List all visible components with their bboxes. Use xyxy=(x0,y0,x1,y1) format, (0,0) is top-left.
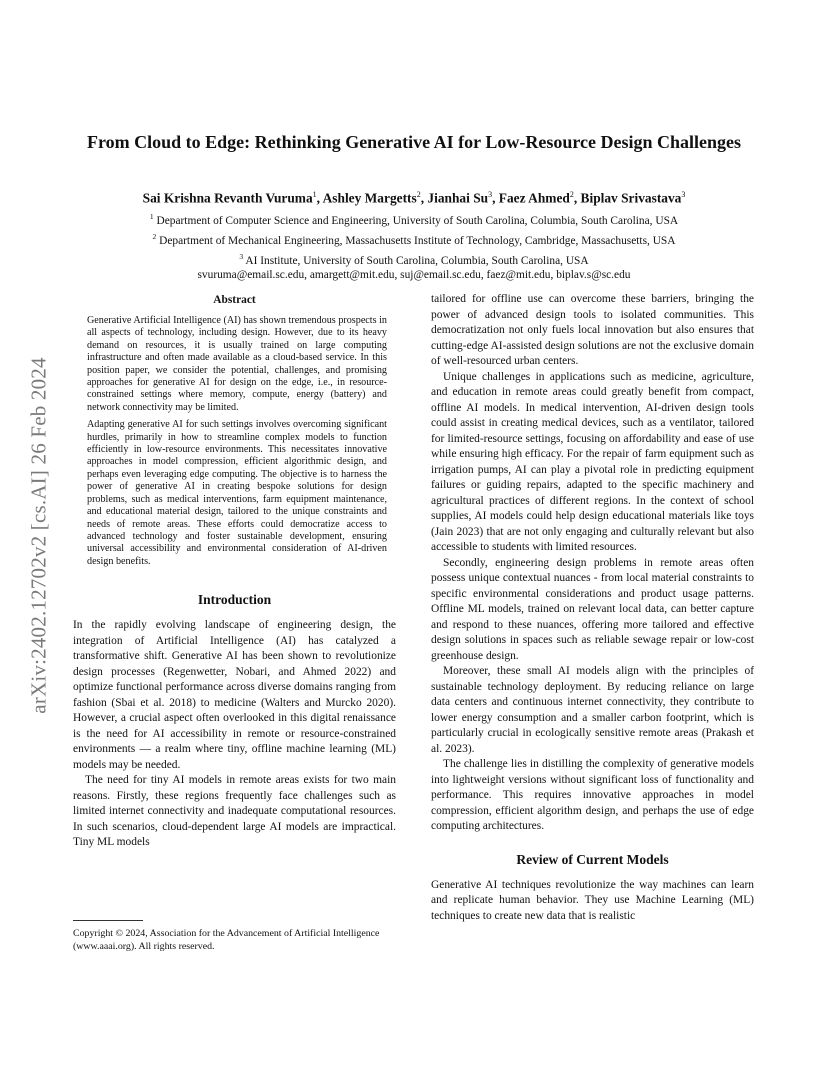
author-affiliation-marker: 3 xyxy=(488,190,493,199)
author-name: Biplav Srivastava xyxy=(580,190,682,206)
author-name: Sai Krishna Revanth Vuruma xyxy=(142,190,313,206)
right-column xyxy=(431,292,754,924)
affiliation-line: $^2$ Department of Mechanical Engineering, Massachusetts Institute of Technology, Cambridge, Massachusetts, USA xyxy=(152,231,676,247)
author-name: Faez Ahmed xyxy=(498,190,570,206)
author-name: Jianhai Su xyxy=(427,190,489,206)
body-paragraph: Generative AI techniques revolutionize the way machines can learn and replicate human behavior. They use Machine Learning (ML) techniques to create new data that is realistic xyxy=(431,878,754,922)
review-heading: Review of Current Models xyxy=(516,851,669,867)
left-column xyxy=(73,294,396,851)
author-affiliation-marker: 2 xyxy=(569,190,574,199)
body-paragraph: Secondly, engineering design problems in remote areas often possess unique contextual nuances - from local material constraints to specific environmental considerations and product usage patterns. Offline ML models, trained on relevant local data, can better capture and respond to these nuances, offering more tailored and effective design solutions in spaces such as reliable sewage repair or low-cost greenhouse design. xyxy=(431,556,754,662)
abstract-paragraph: Generative Artificial Intelligence (AI) has shown tremendous prospects in all aspects of technology, including design. However, due to its heavy demand on resources, it is usually trained on large computing infrastructure and often made available as a cloud-based service. In this position paper, we consider the potential, challenges, and promising approaches for generative AI for design on the edge, i.e., in resource-constrained settings where memory, compute, energy (battery) and network connectivity may be limited. xyxy=(87,315,387,413)
author-affiliation-marker: 2 xyxy=(416,190,421,199)
affiliation-line: $^1$ Department of Computer Science and Engineering, University of South Carolina, Columbia, South Carolina, USA xyxy=(149,212,679,227)
author-emails: svuruma@email.sc.edu, amargett@mit.edu, suj@email.sc.edu, faez@mit.edu, biplav.s@sc.edu xyxy=(197,269,631,282)
copyright-text: Copyright © 2024, Association for the Advancement of Artificial Intelligence (www.aaai.org). All rights reserved. xyxy=(73,928,380,952)
introduction-body xyxy=(73,618,396,851)
arxiv-identifier-stamp xyxy=(14,295,64,775)
footnote-rule xyxy=(73,920,143,921)
arxiv-identifier-text: arXiv:2402.12702v2 [cs.AI] 26 Feb 2024 xyxy=(26,356,51,714)
copyright-footnote xyxy=(73,920,396,953)
paper-title: From Cloud to Edge: Rethinking Generative AI for Low-Resource Design Challenges xyxy=(87,132,741,152)
body-paragraph: The need for tiny AI models in remote areas exists for two main reasons. Firstly, these regions frequently face challenges such as limited internet connectivity and inadequate computational resources. In such scenarios, cloud-dependent large AI models are impractical. Tiny ML models xyxy=(73,774,396,849)
author-name: Ashley Margetts xyxy=(322,190,417,206)
abstract-paragraph: Adapting generative AI for such settings involves overcoming significant hurdles, primarily in how to streamline complex models to function efficiently in low-resource environments. This necessitates innovative approaches in model compression, efficient algorithmic design, and perhaps even leveraging edge computing. The objective is to harness the power of generative AI in creating bespoke solutions for design problems, such as medical interventions, farm equipment maintenance, and educational material design, tailored to the unique constraints and needs of remote areas. These efforts could democratize access to advanced technology and foster sustainable development, ensuring universal accessibility and environmental consideration of AI-driven design benefits. xyxy=(87,419,387,567)
author-affiliation-marker: 3 xyxy=(681,190,686,199)
abstract-body xyxy=(73,315,396,568)
affiliation-line: $^3$ AI Institute, University of South Carolina, Columbia, South Carolina, USA xyxy=(239,251,589,267)
body-paragraph: Moreover, these small AI models align with the principles of sustainable technology deployment. By reducing reliance on large data centers and continuous internet connectivity, they contribute to lower energy consumption and a smaller carbon footprint, which is particularly crucial in ecologically sensitive remote areas (Prakash et al. 2023). xyxy=(431,665,754,755)
right-column-body xyxy=(431,292,754,835)
review-body xyxy=(431,878,754,925)
body-paragraph: tailored for offline use can overcome these barriers, bringing the power of advanced design tools to isolated communities. This democratization not only fuels local innovation but also ensures that cutting-edge AI-assisted design solutions are not the exclusive domain of well-resourced urban centers. xyxy=(431,293,754,367)
author-list: Sai Krishna Revanth Vuruma$^1$, Ashley Margetts$^2$, Jianhai Su$^3$, Faez Ahmed$^2$, Biplav Srivastava$^3$ xyxy=(142,190,686,206)
affiliation-block xyxy=(60,209,768,283)
abstract-heading: Abstract xyxy=(213,294,256,306)
introduction-heading: Introduction xyxy=(197,592,272,608)
author-affiliation-marker: 1 xyxy=(312,190,317,199)
body-paragraph: In the rapidly evolving landscape of engineering design, the integration of Artificial Intelligence (AI) has catalyzed a transformative shift. Generative AI has been shown to revolutionize design processes (Regenwetter, Nobari, and Ahmed 2022) and optimize functional performance across diverse domains ranging from fashion (Sbai et al. 2018) to medicine (Walters and Murcko 2020). However, a crucial aspect often overlooked in this digital renaissance is the need for AI accessibility in remote or resource-constrained environments — a realm where tiny, offline machine learning (ML) models may be needed. xyxy=(73,619,396,771)
body-paragraph: Unique challenges in applications such as medicine, agriculture, and education in remote areas could greatly benefit from compact, offline AI models. In medical intervention, AI-driven design tools could assist in creating medical devices, such as a ventilator, tailored for limited-resource settings, focusing on affordability and ease of use while ensuring high efficacy. For the repair of farm equipment such as irrigation pumps, AI can play a pivotal role in predicting equipment failures or guiding repairs, adapted to the specific machinery and agricultural practices of different regions. In the context of school supplies, AI models could help design educational materials like toys (Jain 2023) that are not only engaging and culturally relevant but also accessible to students with limited resources. xyxy=(431,370,754,553)
body-paragraph: The challenge lies in distilling the complexity of generative models into lightweight versions without significant loss of functionality and performance. This requires innovative approaches in model compression, efficient algorithm design, and perhaps the use of edge computing architectures. xyxy=(431,758,754,832)
